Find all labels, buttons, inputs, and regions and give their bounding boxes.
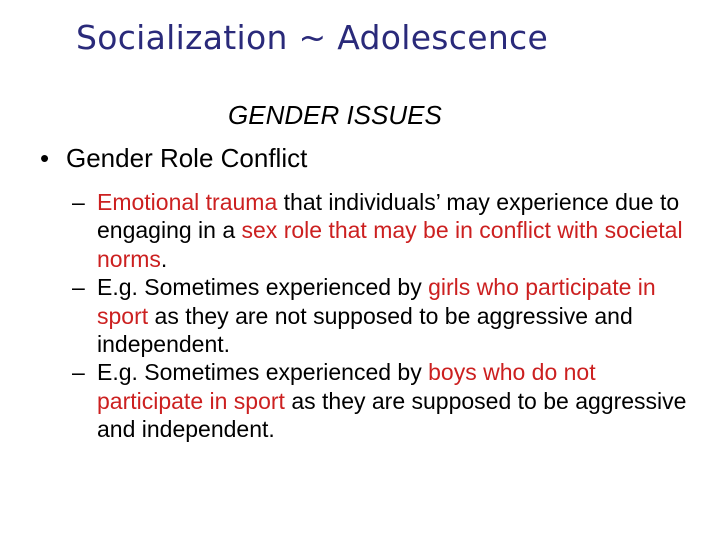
sub-bullet-list — [72, 188, 702, 444]
dash-marker: – — [72, 359, 85, 386]
body-text: . — [160, 245, 168, 272]
bullet-marker: • — [40, 143, 50, 173]
highlight-text: sex role that may be in conflict with societal norms — [97, 217, 683, 272]
highlight-text: Emotional trauma — [97, 189, 278, 215]
section-heading: GENDER ISSUES — [228, 100, 442, 130]
highlight-text: girls who participate in sport — [97, 274, 656, 329]
bullet-text: Gender Role Conflict — [66, 143, 308, 173]
highlight-text: boys who do not participate in sport — [97, 359, 596, 414]
body-text: that individuals’ may experience due to engaging in a — [97, 189, 680, 244]
dash-marker: – — [72, 189, 85, 215]
sub-bullet-item — [72, 188, 702, 273]
sub-bullet-item — [72, 273, 702, 358]
dash-marker: – — [72, 274, 85, 301]
slide-title: Socialization ~ Adolescence — [76, 18, 549, 57]
bullet-item — [40, 143, 307, 174]
body-text: as they are supposed to be aggressive and independent. — [97, 387, 687, 443]
body-text: as they are not supposed to be aggressive and independent. — [97, 302, 633, 358]
sub-bullet-item — [72, 358, 702, 443]
body-text: E.g. Sometimes experienced by — [97, 274, 429, 301]
body-text: E.g. Sometimes experienced by — [97, 359, 429, 386]
